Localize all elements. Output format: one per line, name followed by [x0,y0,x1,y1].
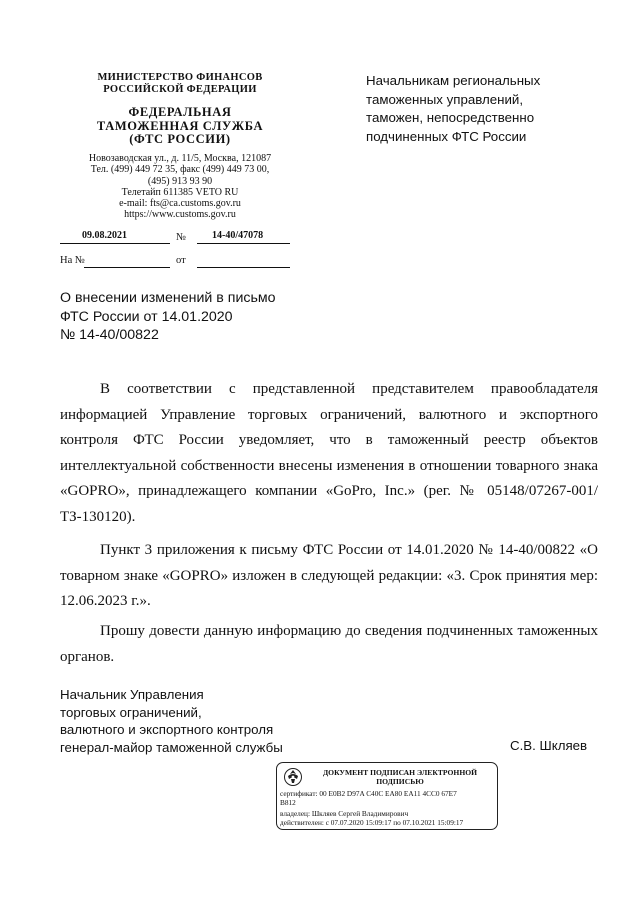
recipient-line-2: таможенных управлений, [366,91,524,107]
subject-block [60,289,320,345]
body-paragraph-2-text: Пункт 3 приложения к письму ФТС России от 14.01.2020 № 14-40/00822 «О товарном знаке «GOPRO» изложен в следующей редакции: «3. Срок принятия мер: 12.06.2023 г.». [60,542,598,609]
from-label: от [176,255,186,266]
service-name [60,106,300,147]
stamp-certificate-line-1: сертификат: 00 E0B2 D97A C40C EA80 EA11 4CC0 67E7 [280,789,457,798]
service-line-1: ФЕДЕРАЛЬНАЯ [128,105,232,119]
number-underline [197,243,290,244]
subject-line-2: ФТС России от 14.01.2020 [60,308,233,325]
website: https://www.customs.gov.ru [124,209,236,221]
stamp-validity: действителен: с 07.07.2020 15:09:17 по 07.10.2021 15:09:17 [280,818,464,827]
phones-line-1: Тел. (499) 449 72 35, факс (499) 449 73 00, [90,164,270,176]
number-sign: № [176,232,187,243]
ministry-name [60,72,300,96]
reply-date-underline [197,267,290,268]
reply-number-underline [84,267,170,268]
stamp-title-line-1: ДОКУМЕНТ ПОДПИСАН ЭЛЕКТРОННОЙ [322,768,478,777]
body-paragraph-1 [60,377,598,530]
ministry-line-1: МИНИСТЕРСТВО ФИНАНСОВ [97,72,263,83]
stamp-title-line-2: ПОДПИСЬЮ [376,777,424,786]
service-line-2: ТАМОЖЕННАЯ СЛУЖБА [96,118,264,133]
recipient-line-1: Начальникам региональных [366,73,541,88]
phones-line-2: (495) 913 93 90 [147,175,213,187]
subject-line-3: № 14-40/00822 [60,327,159,344]
ministry-line-2: РОССИЙСКОЙ ФЕДЕРАЦИИ [103,84,257,95]
email: e-mail: fts@ca.customs.gov.ru [119,198,241,210]
customs-emblem-icon [283,767,303,787]
address: Новозаводская ул., д. 11/5, Москва, 121087 [88,153,272,164]
signer-line-4: генерал-майор таможенной службы [60,739,283,755]
stamp-title [307,768,493,786]
teletype: Телетайп 611385 VETO RU [121,186,239,198]
date-underline [60,243,170,244]
body-paragraph-2 [60,538,598,615]
service-line-3: (ФТС РОССИИ) [129,132,231,146]
signer-line-1: Начальник Управления [60,687,204,702]
electronic-signature-stamp [276,762,498,830]
body-paragraph-3-text: Прошу довести данную информацию до сведения подчиненных таможенных органов. [60,623,598,665]
document-date: 09.08.2021 [82,230,127,241]
subject-line-1: О внесении изменений в письмо [60,290,276,306]
recipient-line-4: подчиненных ФТС России [366,128,527,144]
document-number: 14-40/47078 [212,230,264,241]
body-paragraph-1-text: В соответствии с представленной представителем правообладателя информацией Управление торговых ограничений, валютного и экспортного контроля ФТС России уведомляет, что в таможенный реестр объектов интеллектуальной собственности внесены изменения в отношении товарного знака «GOPRO», принадлежащего компании «GoPro, Inc.» (рег. № 05148/07267-001/ТЗ-130120). [60,381,598,525]
recipient-block [366,72,596,146]
signer-name: С.В. Шкляев [510,738,588,753]
body-paragraph-3 [60,619,598,670]
signer-line-2: торговых ограничений, [60,704,202,720]
contacts-block [60,153,300,221]
stamp-certificate-line-2: B812 [280,798,296,807]
recipient-line-3: таможен, непосредственно [366,110,535,125]
reply-label: На № [60,255,85,266]
stamp-owner: владелец: Шкляев Сергей Владимирович [280,809,409,818]
signer-line-3: валютного и экспортного контроля [60,722,274,737]
signer-block [60,686,320,756]
